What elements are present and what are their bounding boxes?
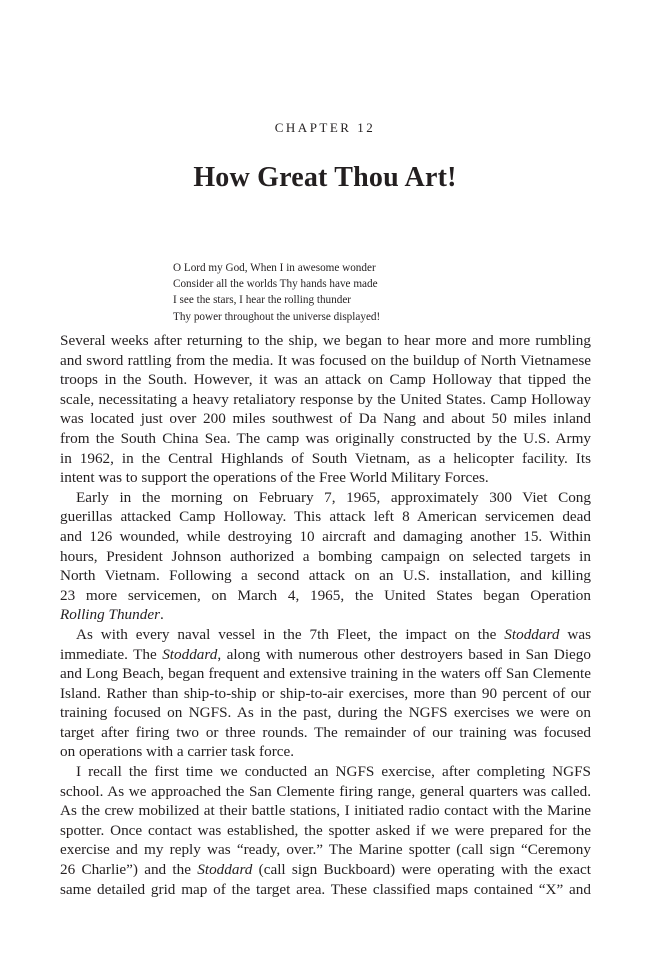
- body-line: Early in the morning on February 7, 1965, approximately 300 Viet Cong: [76, 488, 591, 506]
- body-line: was located just over 200 miles southwest of Da Nang and about 50 miles inland: [60, 410, 591, 428]
- body-line: and sword rattling from the media. It was focused on the buildup of North Vietnamese: [60, 351, 591, 369]
- body-line: guerillas attacked Camp Holloway. This attack left 8 American servicemen dead: [60, 508, 591, 526]
- body-line: troops in the South. However, it was an attack on Camp Holloway that tipped the: [60, 371, 591, 389]
- body-line: hours, President Johnson authorized a bombing campaign on selected targets in: [60, 547, 591, 565]
- chapter-title: How Great Thou Art!: [193, 162, 457, 193]
- body-line: scale, necessitating a heavy retaliatory response by the United States. Camp Holloway: [60, 390, 591, 408]
- body-line: 23 more servicemen, on March 4, 1965, the United States began Operation: [60, 586, 591, 604]
- epigraph-line: Consider all the worlds Thy hands have made: [173, 278, 378, 291]
- body-line: target after firing two or three rounds. The remainder of our training was focused: [60, 723, 591, 741]
- body-line: from the South China Sea. The camp was originally constructed by the U.S. Army: [60, 429, 591, 447]
- body-line: and Long Beach, began frequent and extensive training in the waters off San Clemente: [60, 665, 591, 683]
- body-line: As with every naval vessel in the 7th Fleet, the impact on the Stoddard was: [76, 625, 591, 643]
- body-line: 26 Charlie”) and the Stoddard (call sign Buckboard) were operating with the exact: [60, 861, 591, 879]
- body-text: [60, 331, 591, 899]
- body-line: Rolling Thunder.: [60, 606, 164, 624]
- epigraph-line: I see the stars, I hear the rolling thunder: [173, 294, 352, 307]
- epigraph-line: O Lord my God, When I in awesome wonder: [173, 262, 376, 274]
- body-line: Several weeks after returning to the ship, we began to hear more and more rumbling: [60, 332, 591, 349]
- body-line: I recall the first time we conducted an NGFS exercise, after completing NGFS: [76, 763, 591, 781]
- epigraph-line: Thy power throughout the universe displayed!: [173, 310, 381, 323]
- body-line: exercise and my reply was “ready, over.” The Marine spotter (call sign “Ceremony: [60, 841, 591, 859]
- body-line: in 1962, in the Central Highlands of South Vietnam, as a helicopter facility. Its: [60, 449, 591, 467]
- body-line: and 126 wounded, while destroying 10 aircraft and damaging another 15. Within: [60, 527, 591, 545]
- body-line: intent was to support the operations of the Free World Military Forces.: [60, 469, 489, 487]
- body-line: training focused on NGFS. As in the past, during the NGFS exercises we were on: [60, 704, 591, 722]
- body-line: As the crew mobilized at their battle stations, I initiated radio contact with the Marine: [60, 802, 591, 820]
- body-line: North Vietnam. Following a second attack on an U.S. installation, and killing: [60, 567, 591, 585]
- chapter-number: CHAPTER 12: [274, 120, 376, 135]
- body-line: same detailed grid map of the target area. These classified maps contained “X” and: [60, 880, 591, 898]
- body-line: school. As we approached the San Clemente firing range, general quarters was called.: [60, 782, 591, 800]
- body-line: Island. Rather than ship-to-ship or ship-to-air exercises, more than 90 percent of our: [60, 684, 591, 702]
- epigraph: [173, 260, 473, 325]
- body-line: immediate. The Stoddard, along with numerous other destroyers based in San Diego: [60, 645, 591, 663]
- body-line: on operations with a carrier task force.: [60, 743, 295, 761]
- body-line: spotter. Once contact was established, the spotter asked if we were prepared for the: [60, 821, 591, 839]
